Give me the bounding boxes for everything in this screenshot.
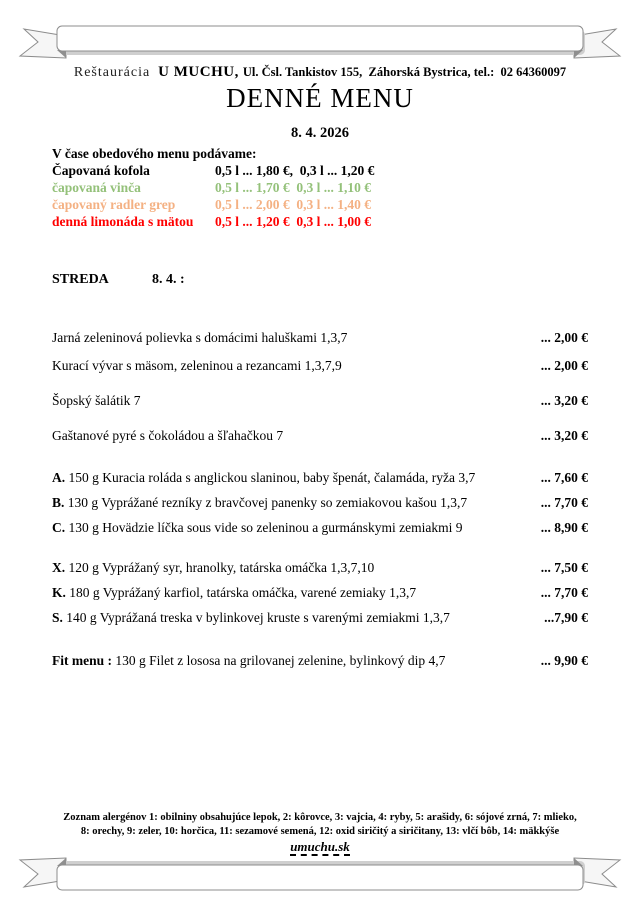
menu-item-prefix: B.	[52, 495, 65, 510]
menu-item-text	[52, 470, 475, 485]
menu-items-list	[52, 324, 588, 668]
menu-item-prefix: Fit menu :	[52, 653, 112, 668]
menu-item-desc: 130 g Vyprážané rezníky z bravčovej panenky so zemiakovou kašou 1,3,7	[64, 495, 468, 510]
ribbon-banner-icon	[0, 24, 640, 64]
menu-item-desc: 140 g Vyprážaná treska v bylinkovej kruste s varenými zemiakmi 1,3,7	[62, 610, 450, 625]
menu-item-price: ... 9,90 €	[540, 653, 588, 668]
menu-item-salad	[52, 393, 588, 408]
day-date: 8. 4. :	[152, 272, 185, 287]
menu-item-text	[52, 653, 445, 668]
menu-item-desc: Gaštanové pyré s čokoládou a šľahačkou 7	[52, 428, 284, 443]
menu-item-text	[52, 585, 416, 600]
menu-item-price: ... 3,20 €	[540, 428, 588, 443]
allergen-line-1: Zoznam alergénov 1: obilniny obsahujúce lepok, 2: kôrovce, 3: vajcia, 4: ryby, 5: arašidy, 6: sójové zrná, 7: mlieko,	[63, 812, 577, 823]
menu-item-price: ... 2,00 €	[540, 358, 588, 373]
restaurant-prefix: Reštaurácia	[73, 65, 151, 80]
menu-item-c	[52, 520, 588, 535]
menu-item-x	[52, 560, 588, 575]
drinks-intro: V čase obedového menu podávame:	[52, 146, 257, 161]
drink-prices: 0,5 l ... 1,80 €, 0,3 l ... 1,20 €	[215, 163, 375, 178]
menu-item-b	[52, 495, 588, 510]
website-link[interactable]: umuchu.sk	[290, 839, 350, 854]
drink-row-radler	[52, 197, 374, 214]
menu-item-price: ... 7,70 €	[540, 495, 588, 510]
menu-item-prefix: K.	[52, 585, 66, 600]
menu-item-prefix: S.	[52, 610, 63, 625]
drink-row-limonada	[52, 214, 374, 231]
restaurant-header	[0, 63, 640, 81]
drink-name: denná limonáda s mätou	[52, 214, 194, 229]
day-name: STREDA	[52, 272, 109, 287]
drink-prices: 0,5 l ... 1,70 € 0,3 l ... 1,10 €	[215, 180, 372, 195]
menu-item-dessert	[52, 428, 588, 443]
menu-item-prefix: X.	[52, 560, 66, 575]
menu-item-prefix: A.	[52, 470, 66, 485]
menu-item-text	[52, 428, 283, 443]
menu-item-text	[52, 393, 141, 408]
menu-item-price: ... 2,00 €	[540, 330, 588, 345]
drink-prices: 0,5 l ... 2,00 € 0,3 l ... 1,40 €	[215, 197, 372, 212]
drink-name: čapovaný radler grep	[52, 197, 176, 212]
menu-item-desc: Jarná zeleninová polievka s domácimi haluškami 1,3,7	[52, 330, 348, 345]
menu-item-desc: 130 g Filet z lososa na grilovanej zelenine, bylinkový dip 4,7	[112, 653, 446, 668]
menu-item-fit	[52, 653, 588, 668]
restaurant-address: Ul. Čsl. Tankistov 155, Záhorská Bystrica, tel.: 02 64360097	[242, 65, 567, 79]
menu-item-prefix: C.	[52, 520, 66, 535]
drink-row-vinca	[52, 180, 374, 197]
page-title: DENNÉ MENU	[226, 83, 414, 113]
menu-item-soup-2	[52, 358, 588, 373]
menu-item-desc: 180 g Vyprážaný karfiol, tatárska omáčka, varené zemiaky 1,3,7	[65, 585, 417, 600]
menu-item-desc: Šopský šalátik 7	[52, 393, 141, 408]
drinks-list	[52, 163, 374, 231]
menu-item-text	[52, 495, 467, 510]
menu-item-k	[52, 585, 588, 600]
day-heading	[52, 272, 185, 288]
restaurant-name: U MUCHU,	[158, 64, 239, 80]
menu-item-text	[52, 358, 342, 373]
menu-item-desc: 120 g Vyprážaný syr, hranolky, tatárska omáčka 1,3,7,10	[65, 560, 375, 575]
menu-item-text	[52, 330, 347, 345]
menu-item-desc: 130 g Hovädzie líčka sous vide so zeleninou a gurmánskymi zemiakmi 9	[65, 520, 463, 535]
menu-item-text	[52, 610, 450, 625]
ribbon-banner-icon	[0, 852, 640, 892]
menu-item-desc: 150 g Kuracia roláda s anglickou slaninou, baby špenát, čalamáda, ryža 3,7	[65, 470, 476, 485]
menu-item-price: ...7,90 €	[544, 610, 588, 625]
menu-item-text	[52, 560, 374, 575]
menu-item-price: ... 7,60 €	[540, 470, 588, 485]
menu-item-a	[52, 470, 588, 485]
allergen-line-2: 8: orechy, 9: zeler, 10: horčica, 11: sezamové semená, 12: oxid siričitý a siričitany, 13: vlčí bôb, 14: mäkkýše	[80, 826, 560, 837]
drink-name: čapovaná vinča	[52, 180, 141, 195]
drink-name: Čapovaná kofola	[52, 163, 150, 178]
menu-item-price: ... 8,90 €	[540, 520, 588, 535]
drink-prices: 0,5 l ... 1,20 € 0,3 l ... 1,00 €	[215, 214, 372, 229]
menu-date: 8. 4. 2026	[291, 125, 349, 141]
menu-item-s	[52, 610, 588, 625]
menu-item-price: ... 7,70 €	[540, 585, 588, 600]
menu-item-price: ... 3,20 €	[540, 393, 588, 408]
menu-item-text	[52, 520, 463, 535]
allergen-list	[0, 811, 640, 839]
menu-item-soup-1	[52, 330, 588, 345]
menu-item-desc: Kurací vývar s mäsom, zeleninou a rezancami 1,3,7,9	[52, 358, 342, 373]
menu-item-price: ... 7,50 €	[540, 560, 588, 575]
drink-row-kofola	[52, 163, 374, 180]
